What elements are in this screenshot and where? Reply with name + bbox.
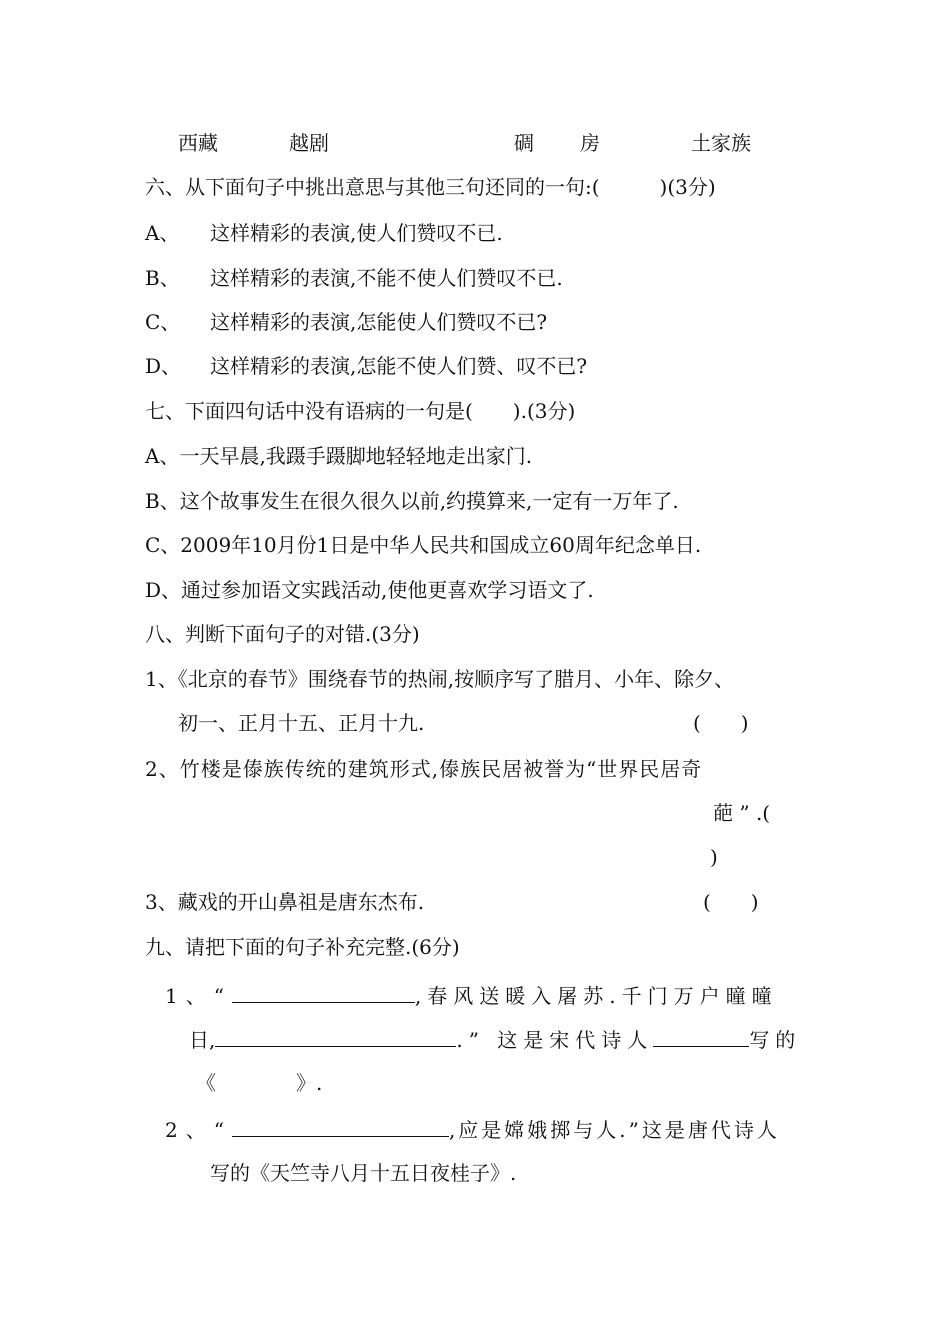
q9-item1-open: 1、“ xyxy=(165,984,232,1008)
q9-title: 九、请把下面的句子补充完整.(6分) xyxy=(145,935,460,959)
q8-item3-answer-paren[interactable]: ( ) xyxy=(703,890,759,914)
q9-item2-line2: 写的《天竺寺八月十五日夜桂子》. xyxy=(210,1161,517,1185)
q9-item1-title-brackets[interactable]: 《 》. xyxy=(196,1071,323,1095)
q7-title: 七、下面四句话中没有语病的一句是( ).(3分) xyxy=(145,399,576,423)
q8-item1-line1: 1、《北京的春节》围绕春节的热闹,按顺序写了腊月、小年、除夕、 xyxy=(145,667,735,691)
q8-item2-line1: 2、竹楼是傣族传统的建筑形式,傣族民居被誉为“世界民居奇 xyxy=(145,757,703,781)
q6-option-c-label: C、 xyxy=(145,310,181,334)
q8-item2-line2: 葩 ” .( xyxy=(713,801,771,825)
word-yueju: 越剧 xyxy=(289,131,329,155)
q7-option-b: B、这个故事发生在很久很久以前,约摸算来,一定有一万年了. xyxy=(145,489,679,513)
word-diao: 碉 xyxy=(514,131,534,155)
q8-item1-answer-paren[interactable]: ( ) xyxy=(693,711,749,735)
word-fang: 房 xyxy=(580,131,600,155)
q9-item2-line1 xyxy=(165,1114,780,1144)
q9-item1-poet-intro: .” 这是宋代诗人 xyxy=(456,1028,654,1052)
q6-title: 六、从下面句子中挑出意思与其他三句还同的一句:( )(3分) xyxy=(145,175,716,199)
q6-option-d-label: D、 xyxy=(145,354,182,378)
q7-option-c: C、2009年10月份1日是中华人民共和国成立60周年纪念单日. xyxy=(145,533,702,557)
q6-option-b-label: B、 xyxy=(145,266,180,290)
q9-item1-wrote: 写的 xyxy=(749,1028,802,1052)
q8-item2-line3: ) xyxy=(710,845,718,869)
q8-title: 八、判断下面句子的对错.(3分) xyxy=(145,622,420,646)
word-tujiazu: 土家族 xyxy=(691,131,751,155)
q6-option-c-text: 这样精彩的表演,怎能使人们赞叹不已? xyxy=(210,310,548,334)
q8-item3: 3、藏戏的开山鼻祖是唐东杰布. xyxy=(145,890,425,914)
q6-option-b-text: 这样精彩的表演,不能不使人们赞叹不已. xyxy=(210,266,563,290)
q9-item2-blank[interactable] xyxy=(232,1114,449,1137)
q6-option-a-text: 这样精彩的表演,使人们赞叹不已. xyxy=(210,221,503,245)
q9-item1-ri: 日, xyxy=(189,1028,216,1052)
word-xizang: 西藏 xyxy=(178,131,218,155)
q7-option-d: D、通过参加语文实践活动,使他更喜欢学习语文了. xyxy=(145,578,594,602)
q7-option-a: A、一天早晨,我蹑手蹑脚地轻轻地走出家门. xyxy=(145,444,533,468)
q9-item1-blank-1[interactable] xyxy=(232,980,415,1003)
q9-item1-blank-poet[interactable] xyxy=(653,1024,749,1047)
q9-item1-line1 xyxy=(165,980,778,1010)
q6-option-a-label: A、 xyxy=(145,221,180,245)
q9-item1-blank-2[interactable] xyxy=(215,1024,456,1047)
q9-item1-verse: ,春风送暖入屠苏.千门万户曈曈 xyxy=(414,984,778,1008)
q8-item1-line2: 初一、正月十五、正月十九. xyxy=(178,711,425,735)
q9-item2-open: 2、“ xyxy=(165,1118,232,1142)
q9-item1-line2 xyxy=(189,1024,801,1054)
q9-item2-verse: ,应是嫦娥掷与人.”这是唐代诗人 xyxy=(448,1118,780,1142)
q6-option-d-text: 这样精彩的表演,怎能不使人们赞、叹不已? xyxy=(210,354,588,378)
